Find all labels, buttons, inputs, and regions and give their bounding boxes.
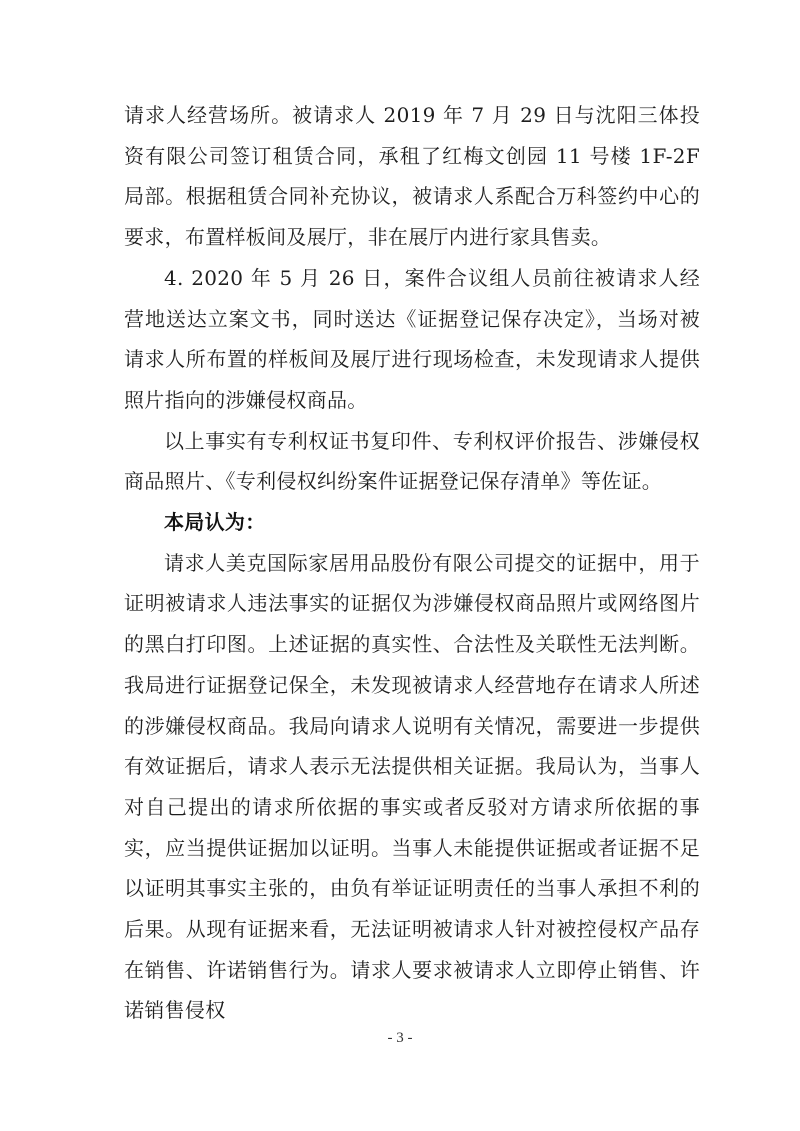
paragraph-facts-inspection: 4. 2020 年 5 月 26 日，案件合议组人员前往被请求人经营地送达立案文书，同时送达《证据登记保存决定》，当场对被请求人所布置的样板间及展厅进行现场检查，未发现请求人提供照片指向的涉嫌侵权商品。 xyxy=(124,265,700,412)
paragraph-facts-lease: 请求人经营场所。被请求人 2019 年 7 月 29 日与沈阳三体投资有限公司签订租赁合同，承租了红梅文创园 11 号楼 1F-2F 局部。根据租赁合同补充协议，被请求人系配合万科签约中心的要求，布置样板间及展厅，非在展厅内进行家具售卖。 xyxy=(124,103,700,250)
document-body xyxy=(124,95,700,1031)
paragraph-facts-evidence: 以上事实有专利权证书复印件、专利权评价报告、涉嫌侵权商品照片、《专利侵权纠纷案件证据登记保存清单》等佐证。 xyxy=(124,428,700,494)
section-heading: 本局认为： xyxy=(164,510,266,535)
page-number: - 3 - xyxy=(387,1030,413,1046)
paragraph-conclusion: 请求人美克国际家居用品股份有限公司提交的证据中，用于证明被请求人违法事实的证据仅为涉嫌侵权商品照片或网络图片的黑白打印图。上述证据的真实性、合法性及关联性无法判断。我局进行证据登记保全，未发现被请求人经营地存在请求人所述的涉嫌侵权商品。我局向请求人说明有关情况，需要进一步提供有效证据后，请求人表示无法提供相关证据。我局认为，当事人对自己提出的请求所依据的事实或者反驳对方请求所依据的事实，应当提供证据加以证明。当事人未能提供证据或者证据不足以证明其事实主张的，由负有举证证明责任的当事人承担不利的后果。从现有证据来看，无法证明被请求人针对被控侵权产品存在销售、许诺销售行为。请求人要求被请求人立即停止销售、许诺销售侵权 xyxy=(124,550,700,1023)
